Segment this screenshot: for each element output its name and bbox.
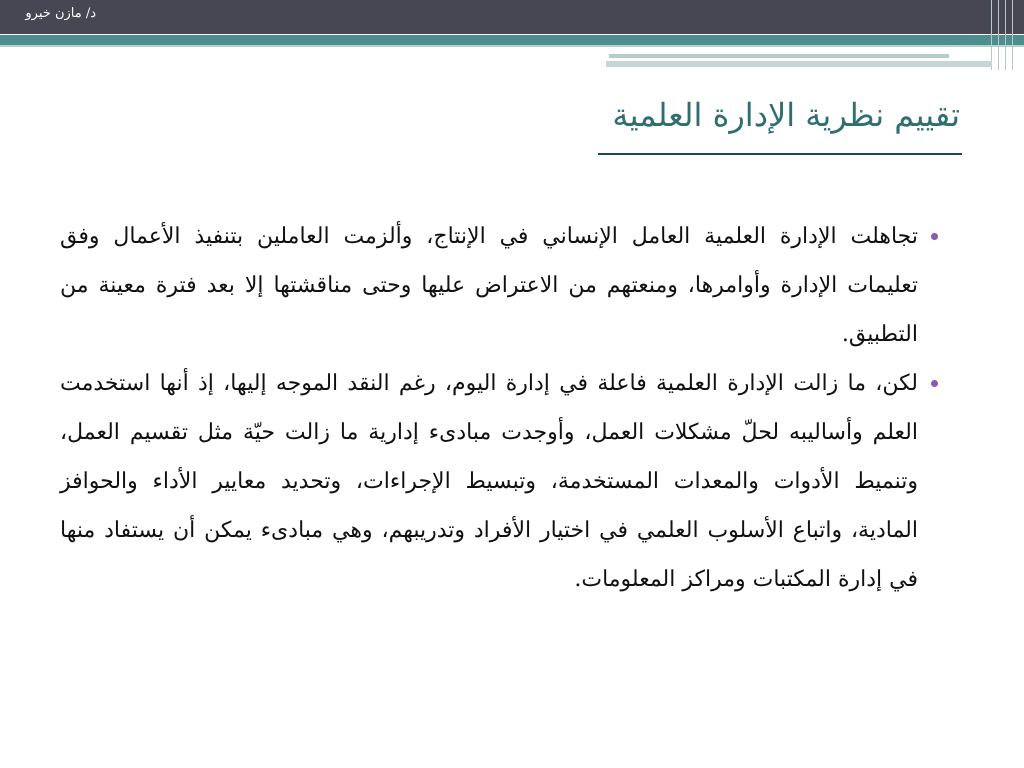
bullet-icon bbox=[931, 233, 938, 240]
decor-line bbox=[998, 0, 999, 70]
decor-line bbox=[991, 0, 992, 70]
author-label: د/ مازن خيرو bbox=[25, 6, 96, 21]
bullet-item bbox=[60, 212, 932, 359]
title-underline bbox=[598, 153, 962, 155]
header-accent-stripe bbox=[0, 35, 1024, 45]
decor-bar bbox=[606, 61, 992, 67]
header-light-stripe bbox=[0, 45, 1024, 47]
slide-body bbox=[60, 212, 932, 604]
decor-line bbox=[1012, 0, 1013, 70]
bullet-icon bbox=[931, 380, 938, 387]
decor-bar bbox=[609, 54, 949, 58]
bullet-item bbox=[60, 359, 932, 604]
decor-line bbox=[1005, 0, 1006, 70]
slide-title: تقييم نظرية الإدارة العلمية bbox=[612, 96, 960, 134]
header-band bbox=[0, 0, 1024, 34]
bullet-text: لكن، ما زالت الإدارة العلمية فاعلة في إدارة اليوم، رغم النقد الموجه إليها، إذ أنها استخدمت العلم وأساليبه لحلّ مشكلات العمل، وأوجدت مبادىء إدارية ما زالت حيّة مثل تقسيم العمل، وتنميط الأدوات والمعدات المستخدمة، وتبسيط الإجراءات، وتحديد معايير الأداء والحوافز المادية، واتباع الأسلوب العلمي في اختيار الأفراد وتدريبهم، وهي مبادىء يمكن أن يستفاد منها في إدارة المكتبات ومراكز المعلومات. bbox=[60, 371, 918, 592]
bullet-text: تجاهلت الإدارة العلمية العامل الإنساني في الإنتاج، وألزمت العاملين بتنفيذ الأعمال وفق تعليمات الإدارة وأوامرها، ومنعتهم من الاعتراض عليها وحتى مناقشتها إلا بعد فترة معينة من التطبيق. bbox=[60, 224, 918, 347]
